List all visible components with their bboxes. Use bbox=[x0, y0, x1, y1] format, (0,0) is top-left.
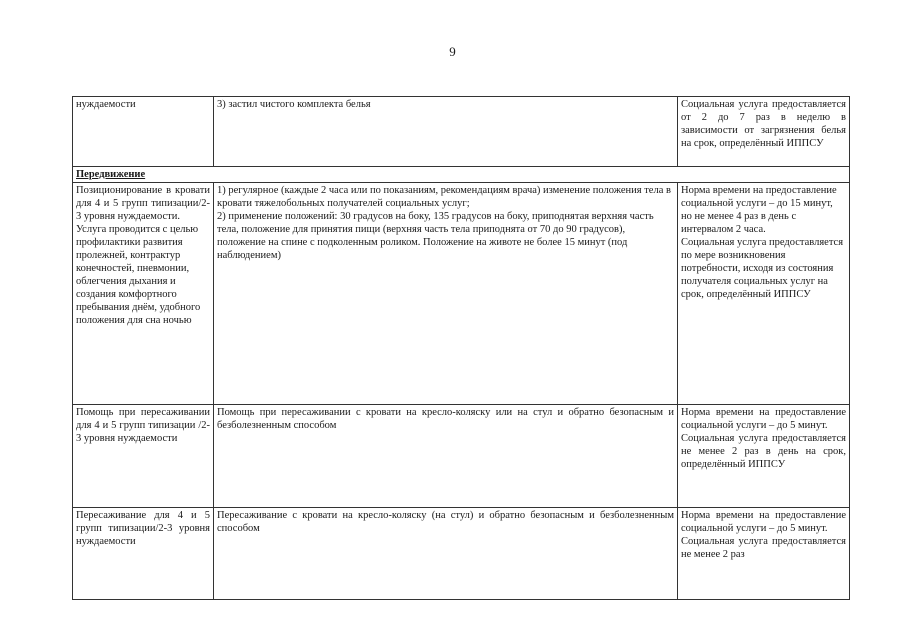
service-name-cell bbox=[73, 508, 214, 600]
page-number: 9 bbox=[449, 44, 456, 59]
services-table bbox=[72, 96, 850, 600]
cell-text: Услуга проводится с целью профилактики развития пролежней, контрактур конечностей, пневмонии, облегчения дыхания и создания комфортного пребывания днём, удобного положения для сна ночью bbox=[76, 224, 201, 326]
table-row bbox=[73, 508, 850, 600]
cell-text: Социальная услуга предоставляется не менее 2 раз в день на срок, определённый ИППСУ bbox=[681, 433, 846, 470]
table-row bbox=[73, 97, 850, 167]
service-content-cell bbox=[214, 97, 678, 167]
cell-text: 3) застил чистого комплекта белья bbox=[217, 99, 371, 110]
service-norm-cell bbox=[678, 508, 850, 600]
cell-text: Помощь при пересаживании с кровати на кресло-коляску или на стул и обратно безопасным и безболезненным способом bbox=[217, 407, 674, 431]
cell-text: Социальная услуга предоставляется не менее 2 раз bbox=[681, 536, 846, 560]
cell-text: нуждаемости bbox=[76, 99, 136, 110]
cell-text: Позиционирование в кровати для 4 и 5 групп типизации/2-3 уровня нуждаемости. bbox=[76, 185, 210, 222]
service-content-cell bbox=[214, 508, 678, 600]
service-norm-cell bbox=[678, 97, 850, 167]
service-norm-cell bbox=[678, 183, 850, 405]
section-header-row bbox=[73, 167, 850, 183]
service-content-cell bbox=[214, 183, 678, 405]
service-content-cell bbox=[214, 405, 678, 508]
cell-text: Пересаживание для 4 и 5 групп типизации/2-3 уровня нуждаемости bbox=[76, 510, 210, 547]
service-name-cell bbox=[73, 183, 214, 405]
table-row bbox=[73, 183, 850, 405]
table-row bbox=[73, 405, 850, 508]
service-name-cell bbox=[73, 97, 214, 167]
cell-text: 1) регулярное (каждые 2 часа или по показаниям, рекомендациям врача) изменение положения тела в кровати тяжелобольных получателей социальных услуг; bbox=[217, 185, 671, 209]
cell-text: Помощь при пересаживании для 4 и 5 групп типизации /2-3 уровня нуждаемости bbox=[76, 407, 210, 444]
cell-text: 2) применение положений: 30 градусов на боку, 135 градусов на боку, приподнятая верхняя часть тела, положение для принятия пищи (верхняя часть тела приподнята от 70 до 90 градусов), положение на спине с подколенным роликом. Положение на животе не более 15 минут (под наблюдением) bbox=[217, 211, 654, 261]
cell-text: Социальная услуга предоставляется от 2 до 7 раз в неделю в зависимости от загрязнения белья на срок, определённый ИППСУ bbox=[681, 99, 846, 149]
cell-text: Норма времени на предоставление социальной услуги – до 5 минут. bbox=[681, 510, 846, 534]
cell-text: Норма времени на предоставление социальной услуги – до 15 минут, но не менее 4 раз в день с интервалом 2 часа. bbox=[681, 185, 837, 235]
section-title: Передвижение bbox=[73, 167, 850, 183]
service-norm-cell bbox=[678, 405, 850, 508]
cell-text: Пересаживание с кровати на кресло-коляску (на стул) и обратно безопасным и безболезненным способом bbox=[217, 510, 674, 534]
cell-text: Норма времени на предоставление социальной услуги – до 5 минут. bbox=[681, 407, 846, 431]
cell-text: Социальная услуга предоставляется по мере возникновения потребности, исходя из состояния получателя социальных услуг на срок, определённый ИППСУ bbox=[681, 237, 844, 300]
service-name-cell bbox=[73, 405, 214, 508]
